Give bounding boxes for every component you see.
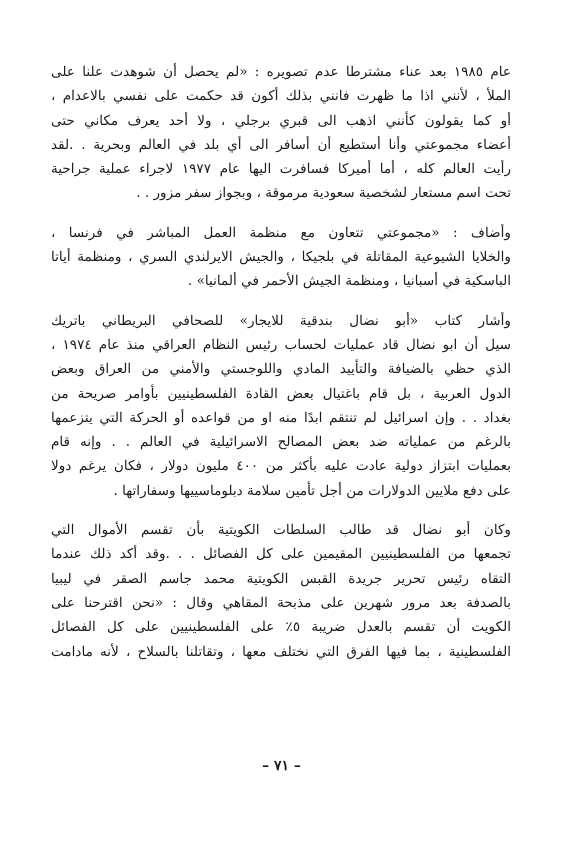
text-line: الذي حظي بالضيافة والتأييد المادي واللوجستي والأمني من العراق وبعض (51, 361, 511, 378)
text-line: الباسكية في أسبانيا ، ومنظمة الجيش الأحمر في ألمانيا» . (187, 273, 511, 290)
text-line: التقاه رئيس تحرير جريدة القبس الكويتية محمد جاسم الصقر في ليبيا (51, 570, 511, 587)
page-number: – ٧١ – (262, 758, 301, 774)
paragraph (51, 221, 511, 294)
text-line: سيل أن ابو نضال قاد عمليات لحساب رئيس النظام العراقي منذ عام ١٩٧٤ ، (51, 336, 511, 353)
text-line: والخلايا الشيوعية المقاتلة في بلجيكا ، والجيش الايرلندي السري ، ومنظمة أياتا (51, 249, 511, 266)
text-line: على دفع ملايين الدولارات من أجل تأمين سلامة دبلوماسييها وسفاراتها . (113, 482, 511, 499)
text-line: رأيت العالم كله ، أما أميركا فسافرت اليها عام ١٩٧٧ لاجراء عملية جراحية (51, 161, 511, 178)
text-line: تحت اسم مستعار لشخصية سعودية مرموقة ، وبجواز سفر مزور . . (136, 185, 511, 202)
body-text (51, 60, 511, 664)
text-line: الفلسطينية ، بما فيها الفرق التي نختلف معها ، وتقاتلنا بالسلاح ، لأنه مادامت (51, 643, 511, 660)
text-line: الكويت أن تقسم بالعدل ضريبة ٥٪ على الفلسطينيين على كل الفصائل (51, 619, 511, 636)
text-line: الملأ ، لأنني اذا ما ظهرت فانني بذلك أكون قد حكمت على نفسي بالاعدام ، (51, 88, 511, 105)
text-line: وكان أبو نضال قد طالب السلطات الكويتية بأن تقسم الأموال التي (51, 522, 511, 539)
text-line: بعمليات ابتزاز دولية عادت عليه بأكثر من ٤٠٠ مليون دولار ، فكان يرغم دولا (51, 458, 511, 475)
text-line: بالصدفة بعد مرور شهرين على مذبحة المقاهي وقال : «نحن اقترحنا على (51, 594, 511, 611)
text-line: أعضاء مجموعتي وأنا أستطيع أن أسافر الى أي بلد في العالم وبحرية . .لقد (51, 136, 511, 153)
text-line: بغداد . . وإن اسرائيل لم تنتقم ابدًا منه او من قواعده أو الحركة التي يتزعمها (51, 409, 511, 426)
text-line: عام ١٩٨٥ بعد عناء مشترطا عدم تصويره : «لم يحصل أن شوهدت علنا على (51, 64, 511, 80)
text-line: الدول العربية ، بل قام باغتيال بعض القادة الفلسطينيين بأوامر صريحة من (51, 385, 511, 402)
paragraph (51, 518, 511, 664)
text-line: وأشار كتاب «أبو نضال بندقية للايجار» للصحافي البريطاني باتريك (51, 312, 511, 329)
paragraph (51, 309, 511, 503)
text-line: أو كما يقولون كأنني اذهب الى قبري برجلي ، ولا أحد يعرف مكاني حتى (51, 112, 511, 129)
text-line: تجمعها من الفلسطينيين المقيمين على كل الفصائل . . .وقد أكد ذلك عندما (51, 546, 511, 563)
text-line: بالرغم من عملياته ضد بعض المصالح الاسرائيلية في العالم . . وإنه قام (51, 434, 511, 451)
text-line: وأضاف : «مجموعتي تتعاون مع منظمة العمل المباشر في فرنسا ، (51, 224, 511, 241)
paragraph (51, 60, 511, 206)
